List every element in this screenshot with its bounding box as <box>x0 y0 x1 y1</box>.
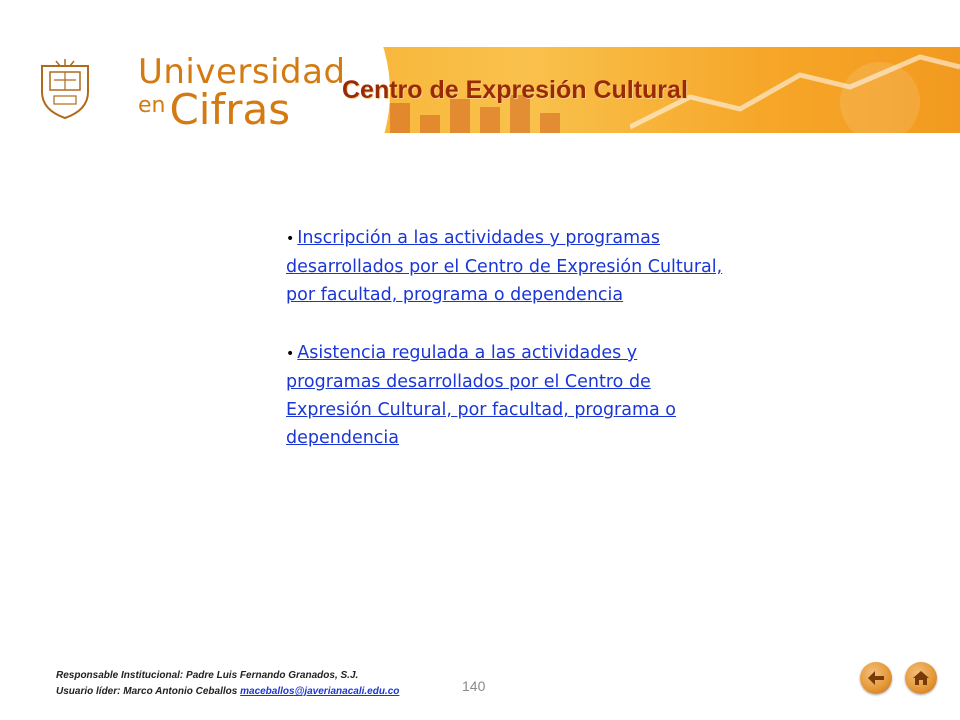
list-item <box>286 339 736 452</box>
bullet-icon: • <box>286 231 295 247</box>
list-item <box>286 224 736 309</box>
footer-leader-label: Usuario líder: Marco Antonio Ceballos <box>56 686 238 697</box>
link-inscripcion[interactable]: Inscripción a las actividades y programas desarrollados por el Centro de Expresión Cultural, por facultad, programa o dependencia <box>286 228 723 305</box>
footer-email-link[interactable]: maceballos@javerianacali.edu.co <box>240 686 400 697</box>
footer-credits <box>56 668 399 700</box>
page-number: 140 <box>462 678 486 694</box>
back-arrow-icon <box>867 670 885 686</box>
link-asistencia[interactable]: Asistencia regulada a las actividades y programas desarrollados por el Centro de Expresión Cultural, por facultad, programa o dependencia <box>286 343 677 448</box>
footer-leader <box>56 684 399 700</box>
brand-cifras: Cifras <box>169 85 291 134</box>
footer-responsible: Responsable Institucional: Padre Luis Fernando Granados, S.J. <box>56 670 359 681</box>
page-title: Centro de Expresión Cultural <box>342 76 688 104</box>
university-crest-icon <box>38 58 92 120</box>
bullet-icon: • <box>286 346 295 362</box>
brand-en: en <box>138 93 166 118</box>
brand-wordmark <box>138 52 346 134</box>
brand-universidad: Universidad <box>138 52 346 92</box>
back-button[interactable] <box>860 662 892 694</box>
home-button[interactable] <box>905 662 937 694</box>
report-links-list <box>286 224 736 482</box>
home-icon <box>912 670 930 686</box>
